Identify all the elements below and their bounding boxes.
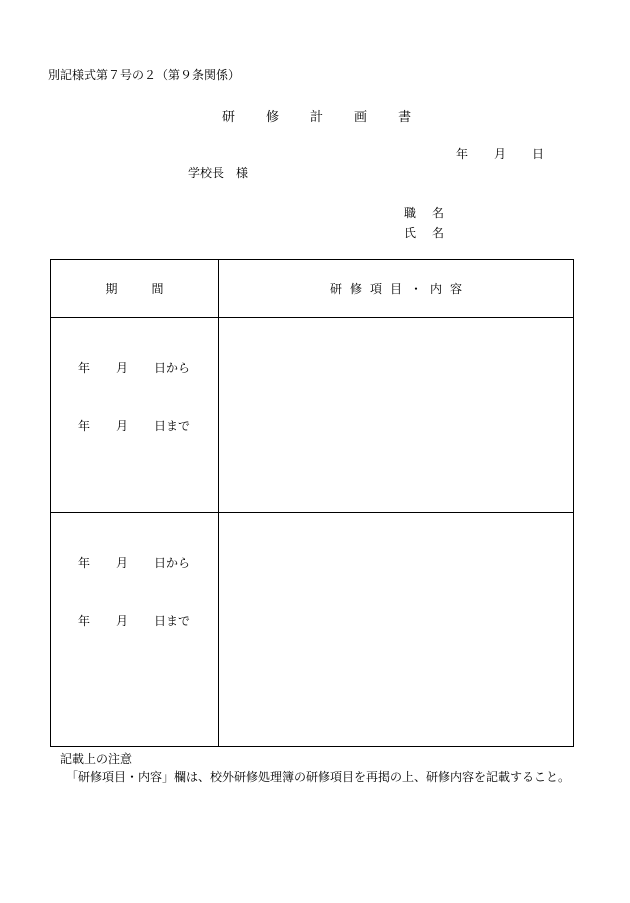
title-char: 計 xyxy=(310,110,324,125)
content-header-char: 目 xyxy=(389,282,402,296)
day-from-label: 日から xyxy=(154,556,191,570)
period-header xyxy=(51,260,219,318)
day-to-label: 日まで xyxy=(154,614,191,628)
day-to-label: 日まで xyxy=(154,419,191,433)
year-label: 年 xyxy=(78,419,91,433)
date-line[interactable] xyxy=(456,145,570,162)
notes-title: 記載上の注意 xyxy=(60,752,133,766)
title-char: 書 xyxy=(398,110,412,125)
content-cell[interactable] xyxy=(219,513,574,747)
month-label: 月 xyxy=(116,556,129,570)
period-from xyxy=(78,359,190,376)
applicant-name-field[interactable] xyxy=(404,224,444,241)
training-plan-table xyxy=(50,259,574,747)
title-char: 画 xyxy=(354,110,368,125)
table-row xyxy=(51,513,574,747)
period-header-char: 期 xyxy=(105,282,118,296)
year-label: 年 xyxy=(78,614,91,628)
period-header-char: 間 xyxy=(151,282,164,296)
day-label: 日 xyxy=(532,147,545,161)
period-cell[interactable] xyxy=(51,513,219,747)
content-header-char: 研 xyxy=(329,282,342,296)
month-label: 月 xyxy=(116,419,129,433)
addressee-honorific: 様 xyxy=(236,166,249,180)
period-from xyxy=(78,554,190,571)
addressee xyxy=(188,164,248,181)
content-header-char: 修 xyxy=(349,282,362,296)
notes-body: 「研修項目・内容」欄は、校外研修処理簿の研修項目を再掲の上、研修内容を記載すること。 xyxy=(66,770,571,784)
table-header-row xyxy=(51,260,574,318)
period-to xyxy=(78,612,190,629)
year-label: 年 xyxy=(78,361,91,375)
day-from-label: 日から xyxy=(154,361,191,375)
content-header-char: 項 xyxy=(369,282,382,296)
title-char: 研 xyxy=(222,110,236,125)
content-header-char: ・ xyxy=(410,282,423,296)
applicant-position-field[interactable] xyxy=(404,204,444,221)
month-label: 月 xyxy=(116,361,129,375)
period-cell[interactable] xyxy=(51,318,219,513)
form-number: 別記様式第７号の２（第９条関係） xyxy=(48,68,241,82)
table-row xyxy=(51,318,574,513)
position-label-char: 名 xyxy=(432,206,445,220)
document-title xyxy=(222,106,411,125)
content-header-char: 容 xyxy=(450,282,463,296)
title-char: 修 xyxy=(266,110,280,125)
year-label: 年 xyxy=(78,556,91,570)
month-label: 月 xyxy=(494,147,507,161)
position-label-char: 職 xyxy=(404,206,417,220)
content-cell[interactable] xyxy=(219,318,574,513)
name-label-char: 名 xyxy=(432,226,445,240)
name-label-char: 氏 xyxy=(404,226,417,240)
year-label: 年 xyxy=(456,147,469,161)
month-label: 月 xyxy=(116,614,129,628)
content-header-char: 内 xyxy=(430,282,443,296)
content-header xyxy=(219,260,574,318)
period-to xyxy=(78,417,190,434)
addressee-name: 学校長 xyxy=(188,166,225,180)
